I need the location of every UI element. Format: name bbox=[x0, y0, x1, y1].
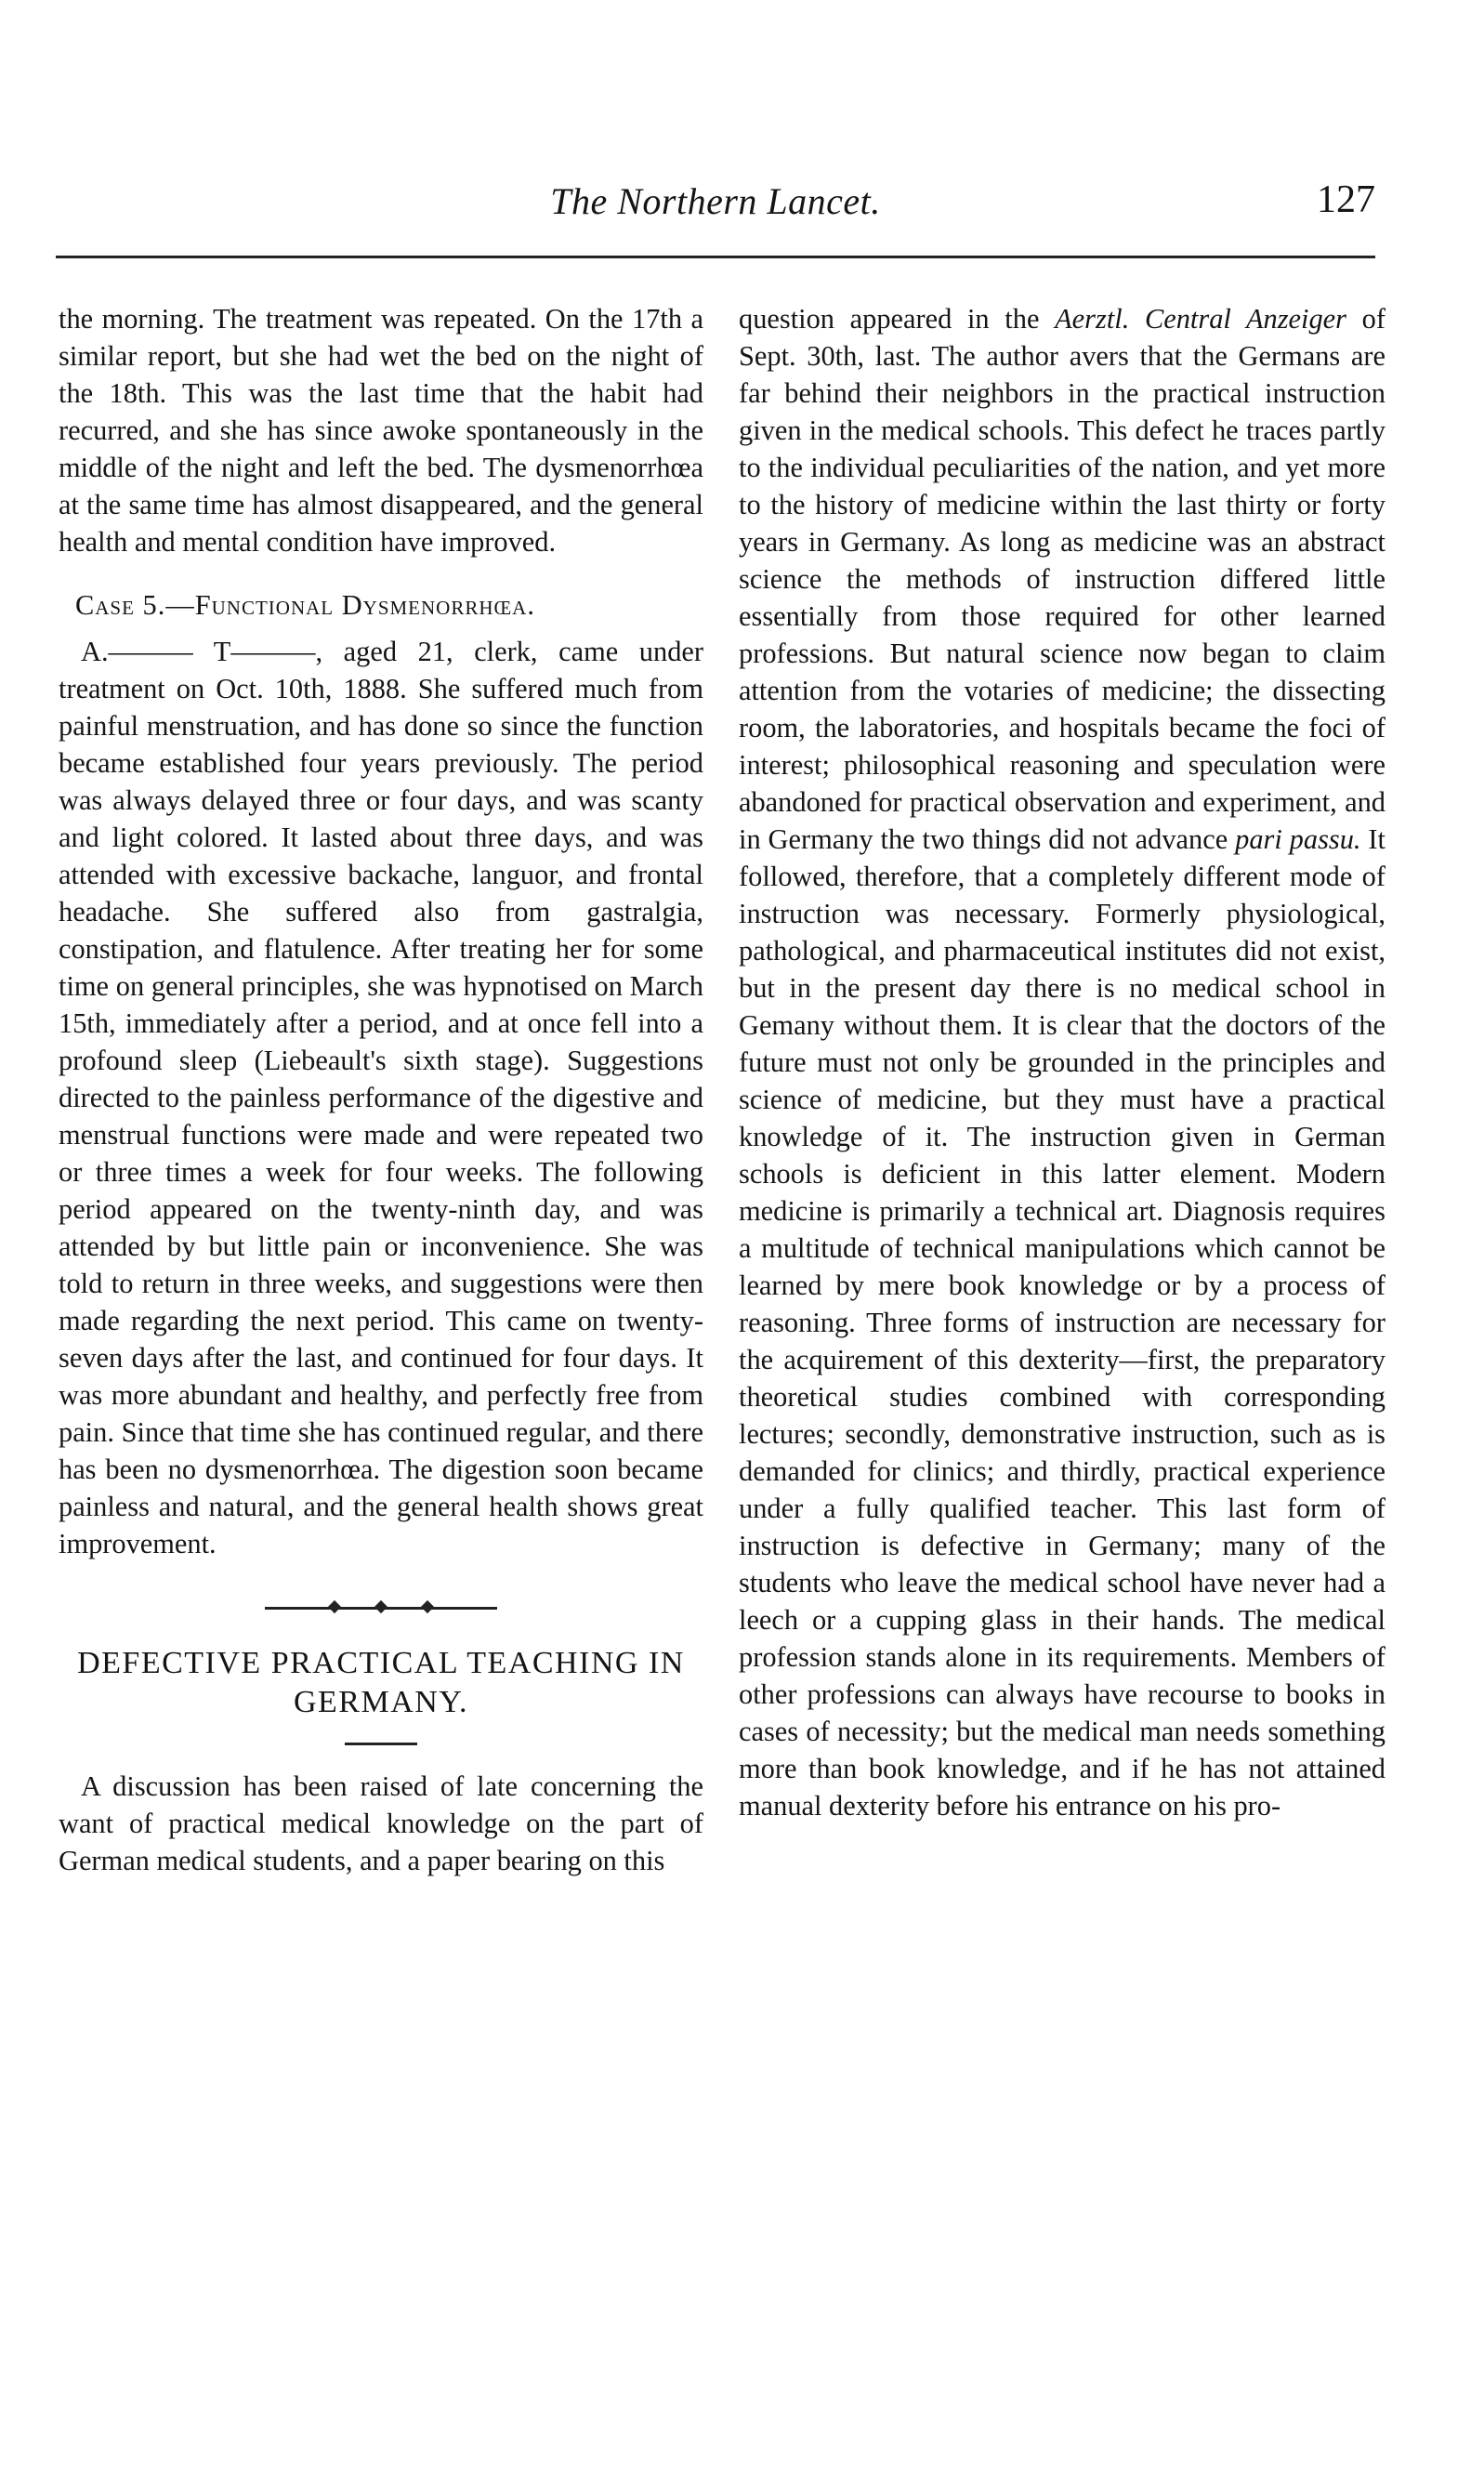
article-body-part-2: of Sept. 30th, last. The author avers that the Germans are far behind their neighbors in the practical instruction given in the medical schools. This defect he traces partly to the individual peculiarities of the nation, and yet more to the history of medicine within the last thirty or forty years in Germany. As long as medicine was an abstract science the methods of instruction differed little essentially from those required for other learned professions. But natural science now began to claim attention from the votaries of medicine; the dissecting room, the laboratories, and hospitals became the foci of interest; philosophical reasoning and speculation were abandoned for practical observation and experiment, and in Germany the two things did not advance bbox=[739, 303, 1386, 855]
header-rule bbox=[56, 256, 1375, 258]
article-body-part-3: It followed, therefore, that a completely different mode of instruction was necessary. Formerly physiological, pathological, and pharmaceutical institutes did not exist, but in the present day there is no medical school in Gemany without them. It is clear that the doctors of the future must not only be grounded in the principles and science of medicine, but they must have a practical knowledge of it. The instruction given in German schools is deficient in this latter element. Modern medicine is primarily a technical art. Diagnosis requires a multitude of technical manipulations which cannot be learned by mere book knowledge or by a process of reasoning. Three forms of instruction are necessary for the acquirement of this dexterity—first, the preparatory theoretical studies combined with corresponding lectures; secondly, demonstrative instruction, such as is demanded for clinics; and thirdly, practical experience under a fully qualified teacher. This last form of instruction is defective in Germany; many of the students who leave the medical school have never had a leech or a cupping glass in their hands. The medical profession stands alone in its requirements. Members of other professions can always have recourse to books in cases of necessity; but the medical man needs something more than book knowledge, and if he has not attained manual dexterity before his entrance on his pro- bbox=[739, 823, 1386, 1822]
article-intro: A discussion has been raised of late concerning the want of practical medical knowledge on the part of German medical students, and a paper bearing on this bbox=[59, 1770, 703, 1876]
case-4-continuation: the morning. The treatment was repeated. On the 17th a similar report, but she had wet the bed on the night of the 18th. This was the last time that the habit had recurred, and she has since awoke spontaneously in the middle of the night and left the bed. The dysmenorrhœa at the same time has almost disappeared, and the general health and mental condition have improved. bbox=[59, 303, 703, 558]
right-column bbox=[739, 300, 1386, 1824]
case-5-text: A.——— T———, aged 21, clerk, came under treatment on Oct. 10th, 1888. She suffered much from painful menstruation, and has done so since the function became established four years previously. The period was always delayed three or four days, and was scanty and light colored. It lasted about three days, and was attended with excessive backache, languor, and frontal headache. She suffered also from gastralgia, constipation, and flatulence. After treating her for some time on general principles, she was hypnotised on March 15th, immediately after a period, and at once fell into a profound sleep (Liebeault's sixth stage). Suggestions directed to the painless performance of the digestive and menstrual functions were made and were repeated two or three times a week for four weeks. The following period appeared on the twenty-ninth day, and was attended by but little pain or inconvenience. She was told to return in three weeks, and suggestions were then made regarding the next period. This came on twenty-seven days after the last, and continued for four days. It was more abundant and healthy, and perfectly free from pain. Since that time she has continued regular, and there has been no dysmenorrhœa. The digestion soon became painless and natural, and the general health shows great improvement. bbox=[59, 636, 703, 1559]
left-column bbox=[59, 300, 703, 1879]
article-body-part-1: question appeared in the bbox=[739, 303, 1056, 335]
article-title: DEFECTIVE PRACTICAL TEACHING IN GERMANY. bbox=[77, 1646, 685, 1719]
title-rule bbox=[345, 1743, 417, 1745]
case-5-heading: Case 5.—Functional Dysmenorrhœa. bbox=[75, 589, 535, 621]
journal-name: Aerztl. Central Anzeiger bbox=[1055, 303, 1346, 335]
article-body bbox=[739, 300, 1386, 1824]
page-number: 127 bbox=[1317, 178, 1375, 221]
latin-phrase: pari passu. bbox=[1235, 823, 1361, 855]
section-divider-ornament bbox=[265, 1601, 497, 1614]
journal-title: The Northern Lancet. bbox=[550, 180, 881, 222]
running-head bbox=[56, 179, 1375, 230]
